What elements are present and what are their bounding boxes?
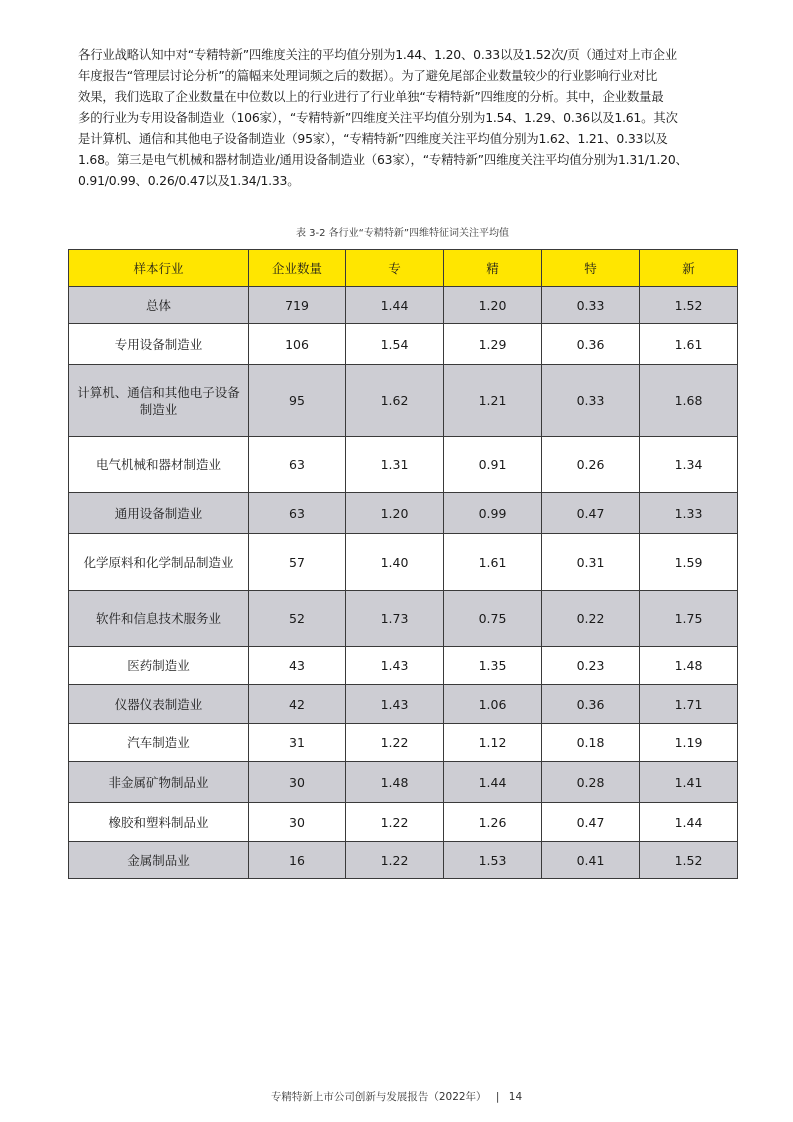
table-row [69, 493, 738, 534]
paragraph-line: 0.91/0.99、0.26/0.47以及1.34/1.33。 [78, 173, 300, 188]
cell-industry: 专用设备制造业 [69, 324, 249, 365]
header-xin: 新 [640, 250, 738, 287]
body-paragraph [78, 44, 738, 191]
header-count: 企业数量 [249, 250, 346, 287]
cell-count: 95 [249, 365, 346, 437]
cell-count: 42 [249, 685, 346, 724]
cell-te: 0.36 [542, 324, 640, 365]
header-te: 特 [542, 250, 640, 287]
cell-zhuan: 1.43 [346, 647, 444, 685]
cell-xin: 1.68 [640, 365, 738, 437]
cell-xin: 1.52 [640, 287, 738, 324]
table-header-row [69, 250, 738, 287]
table-row [69, 324, 738, 365]
cell-jing: 1.26 [444, 803, 542, 842]
cell-xin: 1.19 [640, 724, 738, 762]
cell-xin: 1.75 [640, 591, 738, 647]
cell-xin: 1.71 [640, 685, 738, 724]
table-row [69, 437, 738, 493]
cell-industry: 非金属矿物制品业 [69, 762, 249, 803]
cell-count: 719 [249, 287, 346, 324]
cell-xin: 1.34 [640, 437, 738, 493]
cell-count: 63 [249, 493, 346, 534]
cell-industry: 金属制品业 [69, 842, 249, 879]
table-row [69, 534, 738, 591]
cell-jing: 0.99 [444, 493, 542, 534]
cell-te: 0.31 [542, 534, 640, 591]
cell-te: 0.33 [542, 365, 640, 437]
paragraph-line: 是计算机、通信和其他电子设备制造业（95家），“专精特新”四维度关注平均值分别为1.62、1.21、0.33以及 [78, 131, 668, 146]
cell-jing: 0.91 [444, 437, 542, 493]
cell-count: 30 [249, 803, 346, 842]
paragraph-line: 效果，我们选取了企业数量在中位数以上的行业进行了行业单独“专精特新”四维度的分析。其中，企业数量最 [78, 89, 664, 104]
header-jing: 精 [444, 250, 542, 287]
cell-industry: 软件和信息技术服务业 [69, 591, 249, 647]
cell-industry: 仪器仪表制造业 [69, 685, 249, 724]
cell-xin: 1.61 [640, 324, 738, 365]
cell-te: 0.47 [542, 493, 640, 534]
cell-zhuan: 1.73 [346, 591, 444, 647]
cell-te: 0.22 [542, 591, 640, 647]
cell-zhuan: 1.48 [346, 762, 444, 803]
cell-count: 16 [249, 842, 346, 879]
cell-industry: 总体 [69, 287, 249, 324]
cell-zhuan: 1.22 [346, 803, 444, 842]
paragraph-line: 1.68。第三是电气机械和器材制造业/通用设备制造业（63家），“专精特新”四维度关注平均值分别为1.31/1.20、 [78, 152, 688, 167]
table-row [69, 287, 738, 324]
table-row [69, 842, 738, 879]
cell-zhuan: 1.22 [346, 724, 444, 762]
cell-jing: 1.20 [444, 287, 542, 324]
cell-xin: 1.52 [640, 842, 738, 879]
table-row [69, 647, 738, 685]
cell-jing: 1.12 [444, 724, 542, 762]
table-row [69, 762, 738, 803]
cell-zhuan: 1.43 [346, 685, 444, 724]
cell-zhuan: 1.22 [346, 842, 444, 879]
cell-count: 106 [249, 324, 346, 365]
cell-xin: 1.59 [640, 534, 738, 591]
footer-title: 专精特新上市公司创新与发展报告（2022年） [270, 1091, 487, 1103]
cell-jing: 1.53 [444, 842, 542, 879]
table-row [69, 724, 738, 762]
cell-xin: 1.44 [640, 803, 738, 842]
cell-te: 0.23 [542, 647, 640, 685]
cell-xin: 1.33 [640, 493, 738, 534]
cell-jing: 1.21 [444, 365, 542, 437]
table-row [69, 591, 738, 647]
cell-jing: 1.35 [444, 647, 542, 685]
cell-jing: 1.61 [444, 534, 542, 591]
cell-zhuan: 1.40 [346, 534, 444, 591]
cell-industry: 化学原料和化学制品制造业 [69, 534, 249, 591]
cell-jing: 1.29 [444, 324, 542, 365]
cell-zhuan: 1.31 [346, 437, 444, 493]
cell-count: 57 [249, 534, 346, 591]
footer-separator: | [495, 1091, 500, 1103]
cell-xin: 1.41 [640, 762, 738, 803]
table-row [69, 365, 738, 437]
cell-jing: 1.06 [444, 685, 542, 724]
cell-te: 0.47 [542, 803, 640, 842]
cell-jing: 0.75 [444, 591, 542, 647]
cell-count: 43 [249, 647, 346, 685]
cell-te: 0.33 [542, 287, 640, 324]
cell-industry: 电气机械和器材制造业 [69, 437, 249, 493]
industry-table [68, 249, 738, 879]
cell-zhuan: 1.44 [346, 287, 444, 324]
cell-te: 0.28 [542, 762, 640, 803]
page-number: 14 [508, 1091, 523, 1103]
cell-count: 31 [249, 724, 346, 762]
table-row [69, 685, 738, 724]
cell-te: 0.36 [542, 685, 640, 724]
cell-count: 52 [249, 591, 346, 647]
cell-xin: 1.48 [640, 647, 738, 685]
header-zhuan: 专 [346, 250, 444, 287]
cell-zhuan: 1.62 [346, 365, 444, 437]
cell-te: 0.41 [542, 842, 640, 879]
page-footer [0, 1089, 793, 1104]
cell-zhuan: 1.54 [346, 324, 444, 365]
cell-te: 0.18 [542, 724, 640, 762]
cell-jing: 1.44 [444, 762, 542, 803]
cell-te: 0.26 [542, 437, 640, 493]
cell-industry: 汽车制造业 [69, 724, 249, 762]
paragraph-line: 多的行业为专用设备制造业（106家），“专精特新”四维度关注平均值分别为1.54、1.29、0.36以及1.61。其次 [78, 110, 678, 125]
cell-industry: 计算机、通信和其他电子设备制造业 [69, 365, 249, 437]
paragraph-line: 各行业战略认知中对“专精特新”四维度关注的平均值分别为1.44、1.20、0.33以及1.52次/页（通过对上市企业 [78, 47, 678, 62]
cell-industry: 医药制造业 [69, 647, 249, 685]
table-caption: 表 3-2 各行业“专精特新”四维特征词关注平均值 [295, 228, 510, 239]
header-industry: 样本行业 [69, 250, 249, 287]
cell-industry: 橡胶和塑料制品业 [69, 803, 249, 842]
paragraph-line: 年度报告“管理层讨论分析”的篇幅来处理词频之后的数据）。为了避免尾部企业数量较少的行业影响行业对比 [78, 68, 658, 83]
cell-count: 30 [249, 762, 346, 803]
table-row [69, 803, 738, 842]
cell-zhuan: 1.20 [346, 493, 444, 534]
cell-count: 63 [249, 437, 346, 493]
cell-industry: 通用设备制造业 [69, 493, 249, 534]
